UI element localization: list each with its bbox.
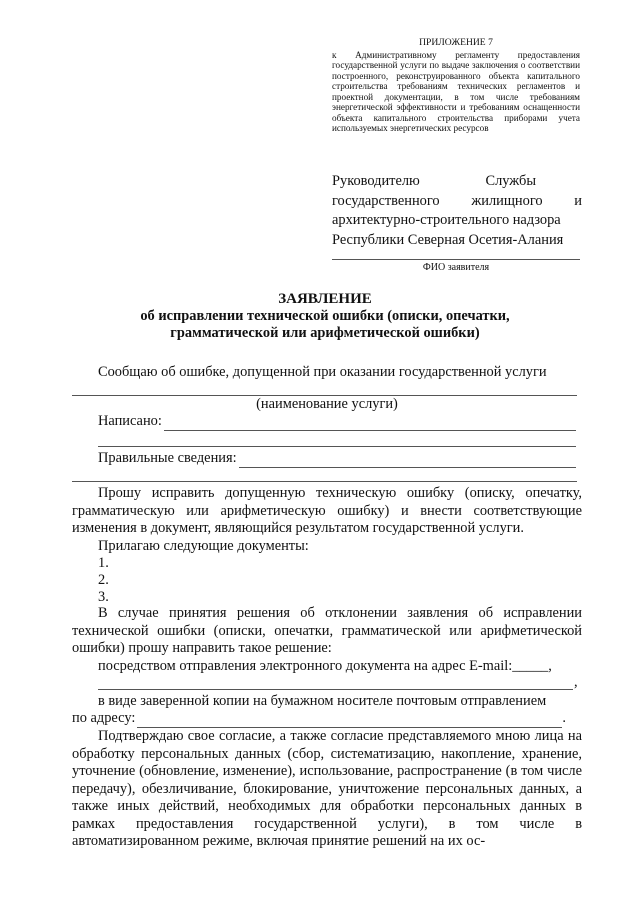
- attach-item-2: 2.: [98, 572, 109, 588]
- appendix-block: [332, 38, 580, 134]
- email-option: посредством отправления электронного документа на адрес E-mail:_____,: [98, 658, 552, 674]
- document-title: [70, 291, 580, 342]
- service-caption: (наименование услуги): [256, 396, 398, 412]
- paper-option: в виде заверенной копии на бумажном носителе почтовым отправлением: [98, 693, 547, 709]
- addressee-line: Республики Северная Осетия-Алания: [332, 231, 564, 248]
- request-paragraph: [72, 485, 582, 538]
- attach-item-3: 3.: [98, 589, 109, 605]
- email-line: [98, 689, 573, 690]
- fio-caption: ФИО заявителя: [422, 262, 490, 273]
- reject-text: В случае принятия решения об отклонении заявления об исправлении технической ошибки (описки, опечатки, грамматической или арифметической ошибки) прошу направить такое решение:: [72, 605, 582, 656]
- addressee-word: Руководителю: [332, 173, 420, 189]
- attach-item-1: 1.: [98, 555, 109, 571]
- correct-label: Правильные сведения:: [98, 450, 237, 466]
- addressee-word: и: [574, 192, 582, 209]
- correct-row: [98, 450, 576, 468]
- addressee-word: Службы: [485, 173, 536, 189]
- written-row: [98, 413, 576, 431]
- correct-field[interactable]: [239, 455, 576, 468]
- written-field[interactable]: [164, 418, 576, 431]
- addressee-word: жилищного: [471, 192, 543, 209]
- addressee-block: [332, 172, 582, 250]
- written-label: Написано:: [98, 413, 162, 429]
- appendix-text: к Административному регламенту предоставления государственной услуги по выдаче заключения о соответствии построенного, реконструированного объекта капитального строительства требованиям технических регламентов и проектной документации, в том числе требованиям энергетической эффективности и требованиям оснащенности объекта капитального строительства приборами учета используемых энергетических ресурсов: [332, 49, 580, 133]
- addressee-word: государственного: [332, 192, 440, 209]
- written-extra-line: [98, 446, 576, 447]
- report-text: Сообщаю об ошибке, допущенной при оказании государственной услуги: [98, 364, 547, 380]
- email-line-end: ,: [574, 674, 578, 690]
- fio-line: [332, 259, 580, 260]
- address-label: по адресу:: [72, 710, 136, 726]
- addressee-line: архитектурно-строительного надзора: [332, 212, 561, 228]
- appendix-heading: ПРИЛОЖЕНИЕ 7: [419, 37, 493, 48]
- request-text: Прошу исправить допущенную техническую ошибку (описку, опечатку, грамматическую или арифметическую ошибку) и внести соответствующие изменения в документ, являющийся результатом государственной услуги.: [72, 485, 582, 536]
- address-field[interactable]: [137, 715, 562, 728]
- address-end: .: [562, 710, 566, 726]
- title-sub: грамматической или арифметической ошибки): [170, 325, 480, 341]
- consent-text: Подтверждаю свое согласие, а также согласие представляемого мною лица на обработку персональных данных (сбор, систематизацию, накопление, хранение, уточнение (обновление, изменение), использование, распространение (в том числе передачу), обезличивание, блокирование, уничтожение персональных данных, а также иных действий, необходимых для обработки персональных данных в рамках предоставления государственной услуги), в том числе в автоматизированном режиме, включая принятие решений на их ос-: [72, 728, 582, 849]
- reject-paragraph: [72, 605, 582, 658]
- consent-paragraph: [72, 728, 582, 851]
- attach-label: Прилагаю следующие документы:: [98, 538, 309, 554]
- address-row: [72, 710, 566, 728]
- title-sub: об исправлении технической ошибки (описки, опечатки,: [140, 308, 510, 324]
- title-main: ЗАЯВЛЕНИЕ: [278, 291, 372, 307]
- correct-extra-line: [72, 481, 577, 482]
